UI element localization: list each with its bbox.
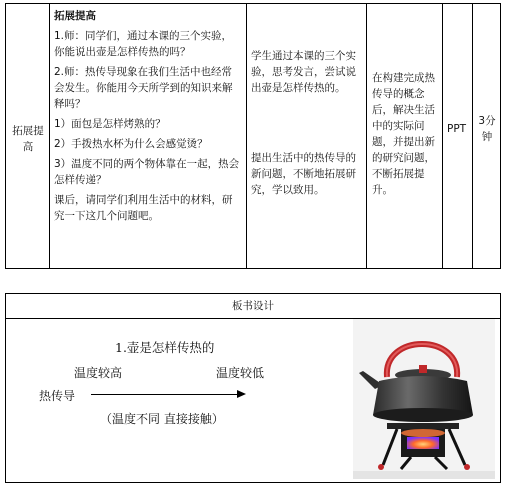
- arrow-head: [237, 390, 246, 398]
- stage-cell: [12, 123, 44, 155]
- student-paragraph: 提出生活中的热传导的新问题，不断地拓展研究，学以致用。: [251, 152, 356, 196]
- time-text: 3分钟: [478, 115, 496, 143]
- stage-label: 拓展提高: [12, 125, 44, 153]
- student-paragraph: 学生通过本课的三个实验，思考发言，尝试说出壶是怎样传热的。: [251, 50, 356, 94]
- column-divider: [442, 4, 443, 268]
- board-header: 板书设计: [6, 294, 500, 319]
- high-temp-label: 温度较高: [74, 366, 123, 380]
- student-activity-cell: [251, 150, 363, 198]
- design-intent-cell: [372, 70, 438, 198]
- kettle-illustration: [353, 319, 495, 479]
- kettle-photo: [353, 319, 495, 479]
- teacher-paragraph: 1.师：同学们，通过本课的三个实验，你能说出壶是怎样传热的吗？: [54, 30, 233, 58]
- board-title: 1.壶是怎样传热的: [115, 340, 215, 355]
- conduction-label: 热传导: [39, 389, 76, 403]
- low-temp-label: 温度较低: [216, 366, 265, 380]
- column-divider: [246, 4, 247, 268]
- condition-label: （温度不同 直接接触）: [100, 412, 224, 426]
- media-text: PPT: [447, 123, 467, 135]
- teacher-heading: 拓展提高: [54, 10, 96, 22]
- teacher-paragraph: 2.师：热传导现象在我们生活中也经常会发生。你能用今天所学到的知识来解释吗？: [54, 66, 233, 110]
- student-activity-cell: [251, 48, 363, 96]
- teacher-question: 1）面包是怎样烤熟的？: [54, 118, 166, 130]
- media-cell: [447, 121, 469, 137]
- board-design: [5, 293, 501, 483]
- time-cell: [478, 113, 496, 145]
- lesson-table: [5, 3, 501, 269]
- teacher-question: 3）温度不同的两个物体靠在一起，热会怎样传递？: [54, 158, 240, 186]
- teacher-activity-cell: [54, 8, 242, 228]
- teacher-paragraph: 课后，请同学们利用生活中的材料，研究一下这几个问题吧。: [54, 194, 233, 222]
- arrow-line: [91, 394, 239, 395]
- column-divider: [366, 4, 367, 268]
- teacher-question: 2）手拨热水杯为什么会感觉烫？: [54, 138, 208, 150]
- column-divider: [49, 4, 50, 268]
- column-divider: [472, 4, 473, 268]
- design-intent-text: 在构建完成热传导的概念后，解决生活中的实际问题，并提出新的研究问题，不断拓展提升。: [372, 72, 435, 196]
